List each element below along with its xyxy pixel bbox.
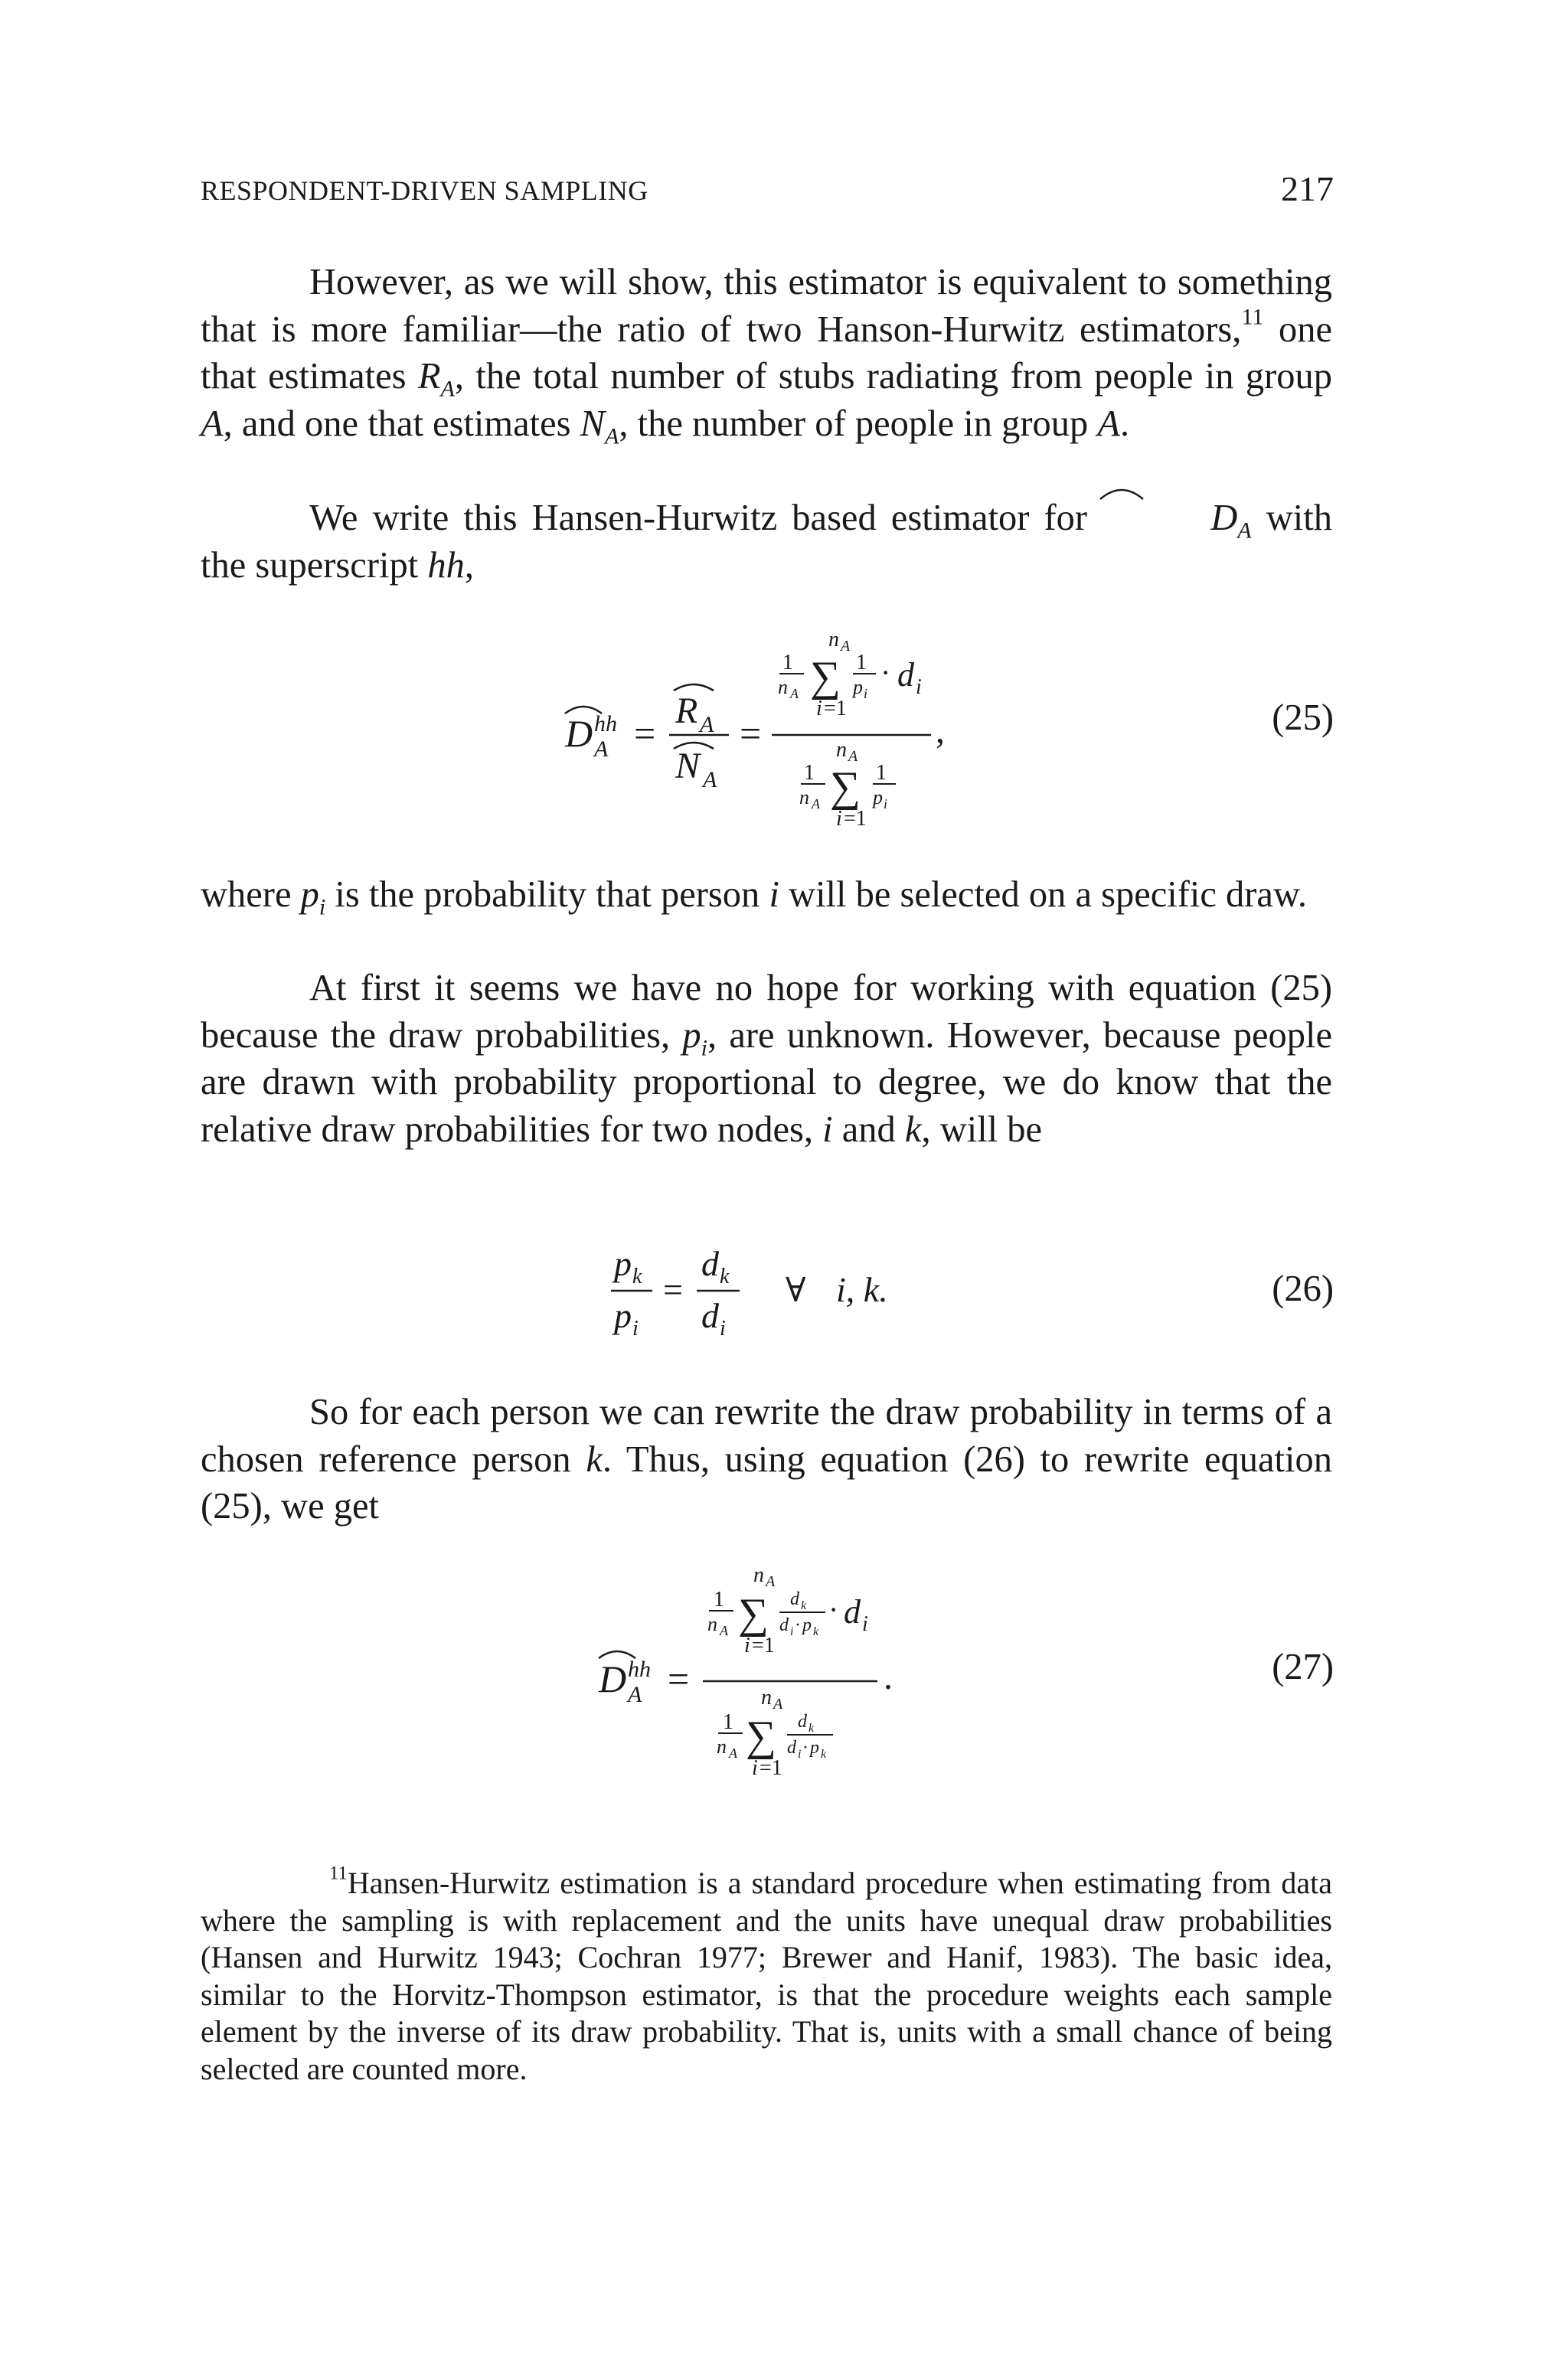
running-head: RESPONDENT-DRIVEN SAMPLING xyxy=(201,175,648,206)
text-span: So for each person we can rewrite the draw probability in terms of a chosen reference person xyxy=(201,1392,1332,1480)
svg-text:d: d xyxy=(897,656,914,694)
text-span: is the probability that person xyxy=(325,874,769,915)
svg-text:n: n xyxy=(836,738,847,762)
svg-text:∑: ∑ xyxy=(738,1590,769,1638)
svg-text:A: A xyxy=(812,796,820,811)
text-span: , are unknown. However, because people are drawn with probability proportional to degree, we do know that the relative draw probabilities for two nodes, xyxy=(201,1014,1332,1150)
svg-text:D: D xyxy=(599,1657,627,1700)
text-span: where xyxy=(201,874,301,915)
svg-text:·: · xyxy=(828,1592,839,1627)
paragraph-1: However, as we will show, this estimator is equivalent to something that is more familiar—the ratio of two Hanson-Hurwitz estimators,$^{11}$ one that estimates $R_A$, the total number of stubs radiating from people in group A, and one that estimates $N_A$, the number of people in group A. xyxy=(201,262,1333,449)
svg-text:·: · xyxy=(880,655,891,690)
svg-text:n: n xyxy=(753,1563,764,1587)
svg-text:A: A xyxy=(594,736,609,762)
paragraph-3: where $p_i$ is the probability that person i will be selected on a specific draw. xyxy=(201,874,1307,920)
svg-text:A: A xyxy=(848,748,858,765)
svg-text:n: n xyxy=(717,1736,727,1758)
superscript-hh: hh xyxy=(427,544,465,586)
paragraph-2 xyxy=(201,495,1332,589)
svg-text:d: d xyxy=(790,1589,799,1609)
footnote-11 xyxy=(201,1865,1332,2088)
svg-text:=1: =1 xyxy=(752,1634,775,1657)
svg-text:1: 1 xyxy=(723,1710,733,1734)
svg-text:·: · xyxy=(802,1738,808,1758)
text-span: However, as we will show, this estimator is equivalent to something that is more familiar—the ratio of two Hanson-Hurwitz estimators, xyxy=(201,262,1332,350)
svg-text:hh: hh xyxy=(594,711,617,736)
paragraph-5 xyxy=(201,1389,1332,1530)
forall-symbol: ∀ xyxy=(786,1272,806,1309)
equation-26 xyxy=(605,1233,926,1340)
svg-text:A: A xyxy=(700,712,714,737)
svg-text:∑: ∑ xyxy=(810,653,841,700)
svg-text:p: p xyxy=(614,1244,632,1283)
svg-text:n: n xyxy=(799,786,809,808)
equation-27 xyxy=(582,1554,949,1776)
svg-text:∑: ∑ xyxy=(830,763,861,811)
svg-text:=1: =1 xyxy=(824,697,847,720)
svg-text:1: 1 xyxy=(856,651,867,674)
svg-text:A: A xyxy=(766,1573,776,1590)
svg-text:A: A xyxy=(703,767,717,792)
svg-text:n: n xyxy=(778,676,788,698)
math-var: k xyxy=(586,1438,603,1480)
svg-text:i: i xyxy=(744,1634,750,1657)
equation-number-25: (25) xyxy=(1272,697,1334,738)
svg-text:.: . xyxy=(884,1657,893,1697)
svg-text:=: = xyxy=(740,712,762,755)
text-span: and xyxy=(832,1109,905,1150)
svg-text:n: n xyxy=(761,1686,772,1710)
svg-text:i: i xyxy=(720,1317,726,1340)
svg-text:d: d xyxy=(701,1244,719,1283)
svg-text:i: i xyxy=(752,1756,758,1776)
equation-25 xyxy=(551,620,980,827)
svg-text:k: k xyxy=(801,1599,807,1612)
svg-text:k: k xyxy=(813,1625,819,1638)
text-span: one that estimates xyxy=(201,309,1333,397)
svg-text:A: A xyxy=(790,686,799,701)
svg-text:hh: hh xyxy=(628,1657,651,1682)
svg-text:p: p xyxy=(810,1738,819,1758)
svg-text:1: 1 xyxy=(782,651,793,674)
text-span: At first it seems we have no hope for working with equation (25) because the draw probabilities, xyxy=(201,968,1332,1056)
svg-text:i: i xyxy=(884,796,888,811)
svg-text:R: R xyxy=(675,691,698,731)
equation-number-27: (27) xyxy=(1272,1647,1334,1687)
math-var: i xyxy=(822,1109,833,1150)
svg-text:d: d xyxy=(787,1738,796,1758)
svg-text:i: i xyxy=(798,1748,802,1761)
paragraph-4: At first it seems we have no hope for working with equation (25) because the draw probabilities, $p_i$, are unknown. However, because people are drawn with probability proportional to degree, we do know that the relative draw probabilities for two nodes, i and k, will be xyxy=(201,968,1332,1150)
svg-text:·: · xyxy=(795,1615,801,1635)
svg-text:i: i xyxy=(862,1612,868,1636)
svg-text:=: = xyxy=(668,1657,690,1700)
svg-text:A: A xyxy=(720,1623,728,1638)
eq26-vars: i, k. xyxy=(836,1270,888,1309)
text-span: , the number of people in group xyxy=(619,403,1098,444)
svg-text:1: 1 xyxy=(876,761,887,785)
svg-text:A: A xyxy=(773,1696,783,1713)
footnote-marker: 11 xyxy=(329,1863,348,1884)
text-span: We write this Hansen-Hurwitz based estimator for xyxy=(309,498,1102,538)
svg-text:p: p xyxy=(853,676,863,698)
page-number: 217 xyxy=(1281,169,1334,208)
svg-text:i: i xyxy=(632,1317,639,1340)
svg-text:k: k xyxy=(808,1722,815,1735)
svg-text:k: k xyxy=(632,1265,642,1288)
svg-text:d: d xyxy=(844,1593,861,1631)
footnote-ref: 11 xyxy=(1241,302,1264,329)
text-span: , will be xyxy=(921,1109,1043,1150)
svg-text:p: p xyxy=(614,1296,632,1335)
svg-text:k: k xyxy=(821,1748,827,1761)
text-span: , the total number of stubs radiating from people in group xyxy=(454,356,1332,397)
svg-text:N: N xyxy=(675,746,701,786)
equation-number-26: (26) xyxy=(1272,1269,1334,1309)
math-var: i xyxy=(769,874,779,915)
footnote-text: Hansen-Hurwitz estimation is a standard procedure when estimating from data where the sampling is with replacement and the units have unequal draw probabilities (Hansen and Hurwitz 1943; Cochran 1977; Brewer and Hanif, 1983). The basic idea, similar to the Horvitz-Thompson estimator, is that the procedure weights each sample element by the inverse of its draw probability. That is, units with a small chance of being selected are counted more. xyxy=(201,1866,1332,2086)
svg-text:=: = xyxy=(663,1270,683,1309)
svg-text:i: i xyxy=(836,807,842,827)
svg-text:=1: =1 xyxy=(760,1756,782,1776)
svg-text:k: k xyxy=(720,1265,730,1288)
text-span: , xyxy=(464,544,474,586)
svg-text:A: A xyxy=(628,1682,642,1707)
text-span: . xyxy=(1120,403,1130,444)
svg-text:p: p xyxy=(802,1615,812,1635)
svg-text:i: i xyxy=(916,675,922,699)
svg-text:n: n xyxy=(828,628,839,651)
svg-text:1: 1 xyxy=(714,1588,724,1612)
svg-text:A: A xyxy=(841,638,851,655)
text-span: will be selected on a specific draw. xyxy=(779,874,1307,915)
math-var: k xyxy=(904,1109,922,1150)
svg-text:i: i xyxy=(816,697,822,720)
svg-text:p: p xyxy=(873,786,883,808)
svg-text:i: i xyxy=(864,686,868,701)
svg-text:D: D xyxy=(565,712,593,755)
svg-text:1: 1 xyxy=(804,761,815,785)
svg-text:d: d xyxy=(798,1712,807,1732)
svg-text:=1: =1 xyxy=(844,807,867,827)
svg-text:n: n xyxy=(707,1613,717,1635)
svg-text:=: = xyxy=(634,712,656,755)
d-hat-symbol: $D_A$ xyxy=(1102,495,1251,542)
text-span: . Thus, using equation (26) to rewrite equation (25), we get xyxy=(201,1438,1332,1527)
svg-text:,: , xyxy=(936,710,945,751)
svg-text:d: d xyxy=(779,1615,789,1635)
text-span: , and one that estimates xyxy=(223,403,580,444)
svg-text:∑: ∑ xyxy=(746,1713,776,1760)
svg-text:d: d xyxy=(701,1296,719,1335)
svg-text:A: A xyxy=(729,1745,737,1761)
svg-text:i: i xyxy=(790,1625,794,1638)
text-span: with the superscript xyxy=(201,498,1332,586)
